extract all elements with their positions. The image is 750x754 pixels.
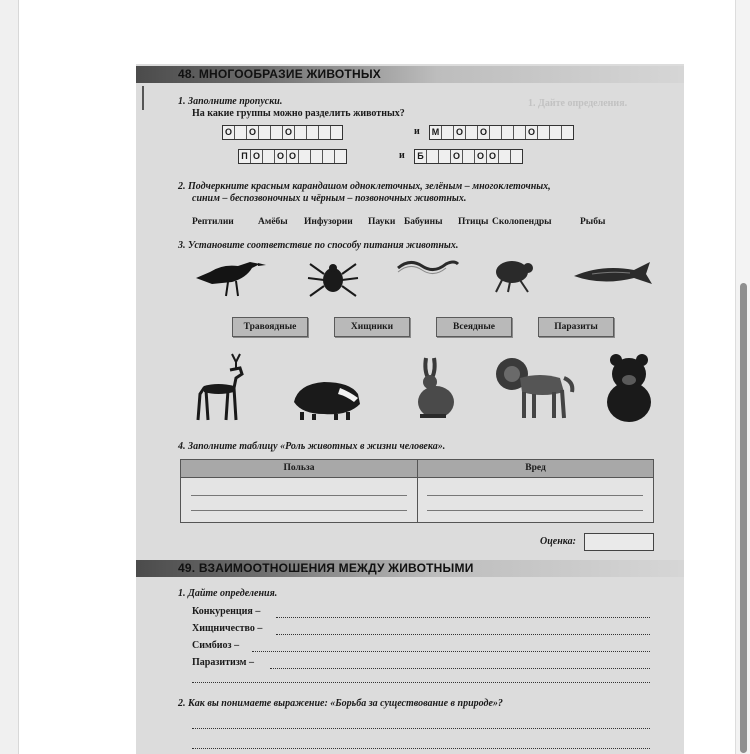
letter-cell[interactable]: О <box>475 150 487 163</box>
q4-title: 4. Заполните таблицу «Роль животных в жизни человека». <box>178 441 446 452</box>
letter-cell[interactable] <box>335 150 346 163</box>
animal-word[interactable]: Инфузории <box>304 217 353 227</box>
letter-cell[interactable] <box>295 126 307 139</box>
letter-cell[interactable] <box>511 150 522 163</box>
bear-image <box>604 350 654 422</box>
letter-cell[interactable]: О <box>487 150 499 163</box>
margin-rule <box>142 86 144 110</box>
section-49-title: 49. ВЗАИМООТНОШЕНИЯ МЕЖДУ ЖИВОТНЫМИ <box>178 561 474 575</box>
deer-image <box>192 350 252 424</box>
viewer-scroll-track[interactable] <box>735 0 750 754</box>
flea-image <box>488 254 538 294</box>
pike-fish-image <box>572 258 656 288</box>
answer-cells-word4[interactable] <box>414 149 523 164</box>
animal-word[interactable]: Бабуины <box>404 217 443 227</box>
definition-term: Симбиоз – <box>192 640 240 651</box>
animal-word[interactable]: Рептилии <box>192 217 234 227</box>
animal-word[interactable]: Птицы <box>458 217 489 227</box>
letter-cell[interactable]: О <box>283 126 295 139</box>
feeding-category-tag[interactable]: Травоядные <box>232 317 308 337</box>
letter-cell[interactable] <box>442 126 454 139</box>
table-answer-line[interactable] <box>191 495 407 496</box>
definition-answer-line[interactable] <box>270 668 650 669</box>
conj-and-2: и <box>399 150 405 161</box>
answer-cells-word3[interactable] <box>238 149 347 164</box>
letter-cell[interactable] <box>307 126 319 139</box>
letter-cell[interactable] <box>271 126 283 139</box>
letter-cell[interactable]: О <box>275 150 287 163</box>
letter-cell[interactable] <box>562 126 573 139</box>
section-49-header <box>136 560 684 577</box>
letter-cell[interactable]: О <box>251 150 263 163</box>
s49-q1-title: 1. Дайте определения. <box>178 588 278 599</box>
letter-cell[interactable]: П <box>239 150 251 163</box>
q1-subtitle: На какие группы можно разделить животных? <box>192 108 405 119</box>
crow-image <box>192 254 268 300</box>
letter-cell[interactable] <box>263 150 275 163</box>
animal-word[interactable]: Амёбы <box>258 217 288 227</box>
letter-cell[interactable] <box>331 126 342 139</box>
section-48-title: 48. МНОГООБРАЗИЕ ЖИВОТНЫХ <box>178 67 381 81</box>
table-answer-line[interactable] <box>427 510 643 511</box>
letter-cell[interactable]: О <box>247 126 259 139</box>
role-table <box>180 459 654 523</box>
feeding-category-tag[interactable]: Паразиты <box>538 317 614 337</box>
letter-cell[interactable] <box>259 126 271 139</box>
definition-answer-line[interactable] <box>252 651 650 652</box>
conj-and-1: и <box>414 126 420 137</box>
animal-word[interactable]: Сколопендры <box>492 217 552 227</box>
answer-cells-word2[interactable] <box>429 125 574 140</box>
letter-cell[interactable] <box>319 126 331 139</box>
definition-term: Конкуренция – <box>192 606 261 617</box>
letter-cell[interactable] <box>439 150 451 163</box>
bleed-side: 1. Дайте определения. <box>528 98 628 109</box>
letter-cell[interactable]: О <box>454 126 466 139</box>
letter-cell[interactable]: Б <box>415 150 427 163</box>
definition-answer-line[interactable] <box>276 634 650 635</box>
letter-cell[interactable] <box>463 150 475 163</box>
letter-cell[interactable]: О <box>451 150 463 163</box>
lion-image <box>494 352 576 422</box>
animal-word[interactable]: Рыбы <box>580 217 606 227</box>
workbook-page <box>136 64 684 754</box>
letter-cell[interactable] <box>299 150 311 163</box>
letter-cell[interactable] <box>323 150 335 163</box>
s49-q2-title: 2. Как вы понимаете выражение: «Борьба за существование в природе»? <box>178 698 503 709</box>
answer-cells-word1[interactable] <box>222 125 343 140</box>
answer-line[interactable] <box>192 682 650 683</box>
definition-answer-line[interactable] <box>276 617 650 618</box>
letter-cell[interactable] <box>514 126 526 139</box>
hare-image <box>406 356 458 422</box>
section-48-header <box>136 66 684 83</box>
letter-cell[interactable]: О <box>526 126 538 139</box>
answer-line[interactable] <box>192 728 650 729</box>
letter-cell[interactable]: М <box>430 126 442 139</box>
table-col-harm: Вред <box>418 460 653 478</box>
letter-cell[interactable] <box>490 126 502 139</box>
letter-cell[interactable]: О <box>287 150 299 163</box>
letter-cell[interactable]: О <box>223 126 235 139</box>
q2-title-line1: 2. Подчеркните красным карандашом одноклеточных, зелёным – многоклеточных, <box>178 181 551 192</box>
letter-cell[interactable] <box>427 150 439 163</box>
viewer-left-margin <box>0 0 19 754</box>
scrollbar-thumb[interactable] <box>740 283 747 753</box>
grade-box[interactable] <box>584 533 654 551</box>
table-answer-line[interactable] <box>427 495 643 496</box>
q3-title: 3. Установите соответствие по способу питания животных. <box>178 240 459 251</box>
feeding-category-tag[interactable]: Хищники <box>334 317 410 337</box>
table-col-benefit: Польза <box>181 460 417 478</box>
tick-image <box>306 256 360 300</box>
feeding-category-tag[interactable]: Всеядные <box>436 317 512 337</box>
letter-cell[interactable]: О <box>478 126 490 139</box>
definition-term: Хищничество – <box>192 623 263 634</box>
letter-cell[interactable] <box>502 126 514 139</box>
q2-title-line2: синим – беспозвоночных и чёрным – позвоночных животных. <box>192 193 467 204</box>
letter-cell[interactable] <box>550 126 562 139</box>
letter-cell[interactable] <box>499 150 511 163</box>
letter-cell[interactable] <box>538 126 550 139</box>
letter-cell[interactable] <box>466 126 478 139</box>
letter-cell[interactable] <box>235 126 247 139</box>
grade-label: Оценка: <box>540 536 576 547</box>
answer-line[interactable] <box>192 748 650 749</box>
letter-cell[interactable] <box>311 150 323 163</box>
badger-image <box>288 374 364 422</box>
animal-word[interactable]: Пауки <box>368 217 396 227</box>
q1-title: 1. Заполните пропуски. <box>178 96 283 107</box>
table-answer-line[interactable] <box>191 510 407 511</box>
definition-term: Паразитизм – <box>192 657 254 668</box>
worm-image <box>392 256 462 278</box>
